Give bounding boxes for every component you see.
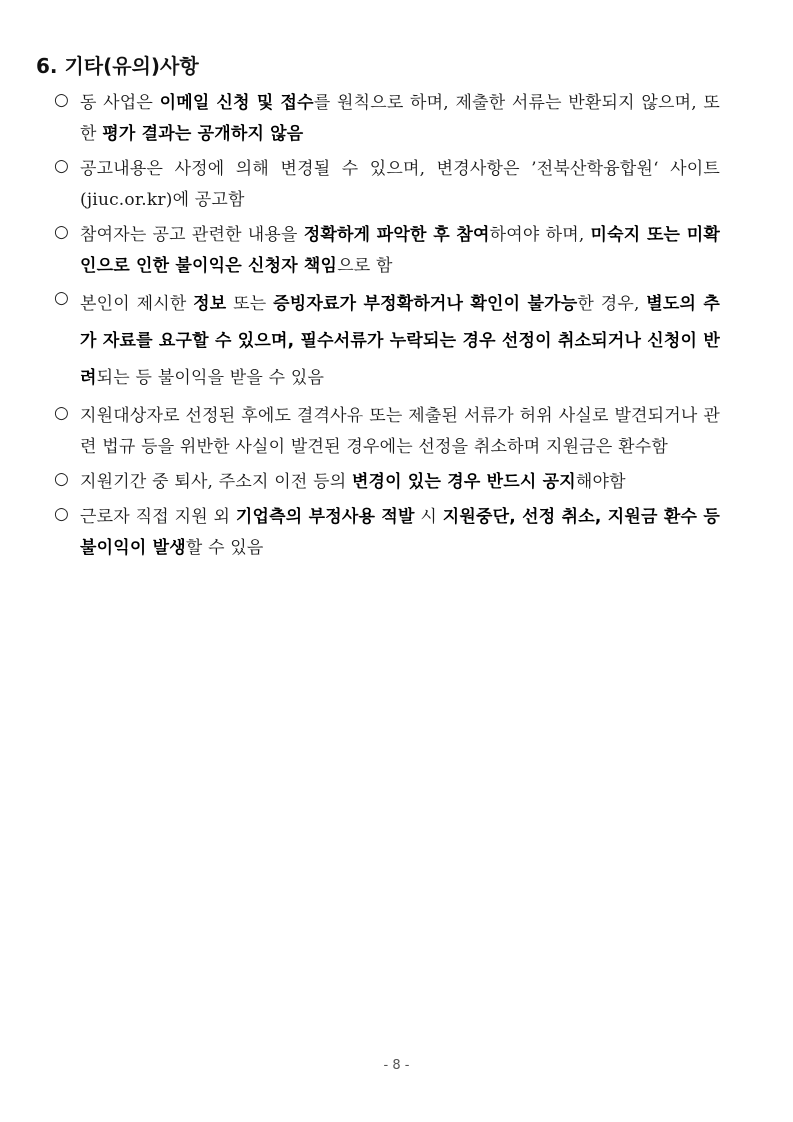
notice-item <box>48 154 720 216</box>
body-text: 해야함 <box>575 472 626 492</box>
circle-bullet-icon: ○ <box>54 288 69 308</box>
emphasis-text: 이메일 신청 및 접수 <box>159 93 314 113</box>
body-text: 할 수 있음 <box>185 538 264 558</box>
notice-text <box>80 401 720 463</box>
notice-list <box>48 88 720 568</box>
section-heading: 6. 기타(유의)사항 <box>36 54 199 78</box>
circle-bullet-icon: ○ <box>54 403 69 423</box>
body-text: 지원기간 중 퇴사, 주소지 이전 등의 <box>80 472 352 492</box>
notice-text <box>80 467 720 498</box>
body-text: 시 <box>414 507 443 527</box>
notice-item <box>48 286 720 397</box>
body-text: 근로자 직접 지원 외 <box>80 507 236 527</box>
notice-item <box>48 401 720 463</box>
body-text: 한 경우, <box>577 294 647 314</box>
notice-text <box>80 502 720 564</box>
notice-item <box>48 88 720 150</box>
notice-text <box>80 220 720 282</box>
body-text: 참여자는 공고 관련한 내용을 <box>80 225 304 245</box>
circle-bullet-icon: ○ <box>54 90 69 110</box>
emphasis-text: 변경이 있는 경우 반드시 공지 <box>351 472 576 492</box>
circle-bullet-icon: ○ <box>54 504 69 524</box>
emphasis-text: 지원중단, 선정 취소, 지원금 환수 등 불이익이 발생 <box>80 507 720 558</box>
body-text: 공고내용은 사정에 의해 변경될 수 있으며, 변경사항은 ’전북산학융합원‘ 사이트(jiuc.or.kr)에 공고함 <box>80 159 720 210</box>
emphasis-text: 증빙자료가 부정확하거나 확인이 불가능 <box>273 294 578 314</box>
body-text: 되는 등 불이익을 받을 수 있음 <box>96 368 325 388</box>
emphasis-text: 정확하게 파악한 후 참여 <box>303 225 490 245</box>
emphasis-text: 별도의 추가 자료를 요구할 수 있으며, 필수서류가 누락되는 경우 선정이 취소되거나 신청이 반려 <box>80 294 720 388</box>
body-text: 또는 <box>226 294 274 314</box>
circle-bullet-icon: ○ <box>54 156 69 176</box>
emphasis-text: 평가 결과는 공개하지 않음 <box>102 124 304 144</box>
emphasis-text: 미숙지 또는 미확인으로 인한 불이익은 신청자 책임 <box>80 225 721 276</box>
notice-item <box>48 220 720 282</box>
body-text: 하여야 하며, <box>489 225 591 245</box>
notice-text <box>80 286 720 397</box>
body-text: 를 원칙으로 하며, 제출한 서류는 반환되지 않으며, 또한 <box>80 93 720 144</box>
notice-text <box>80 88 720 150</box>
emphasis-text: 기업측의 부정사용 적발 <box>235 507 415 527</box>
body-text: 본인이 제시한 <box>80 294 194 314</box>
notice-item <box>48 467 720 498</box>
notice-item <box>48 502 720 564</box>
emphasis-text: 정보 <box>193 294 227 314</box>
circle-bullet-icon: ○ <box>54 222 69 242</box>
body-text: 동 사업은 <box>80 93 160 113</box>
notice-text <box>80 154 720 216</box>
page-number: - 8 - <box>383 1058 410 1073</box>
circle-bullet-icon: ○ <box>54 469 69 489</box>
body-text: 지원대상자로 선정된 후에도 결격사유 또는 제출된 서류가 허위 사실로 발견되거나 관련 법규 등을 위반한 사실이 발견된 경우에는 선정을 취소하며 지원금은 환수함 <box>80 406 720 457</box>
body-text: 으로 함 <box>337 256 393 276</box>
